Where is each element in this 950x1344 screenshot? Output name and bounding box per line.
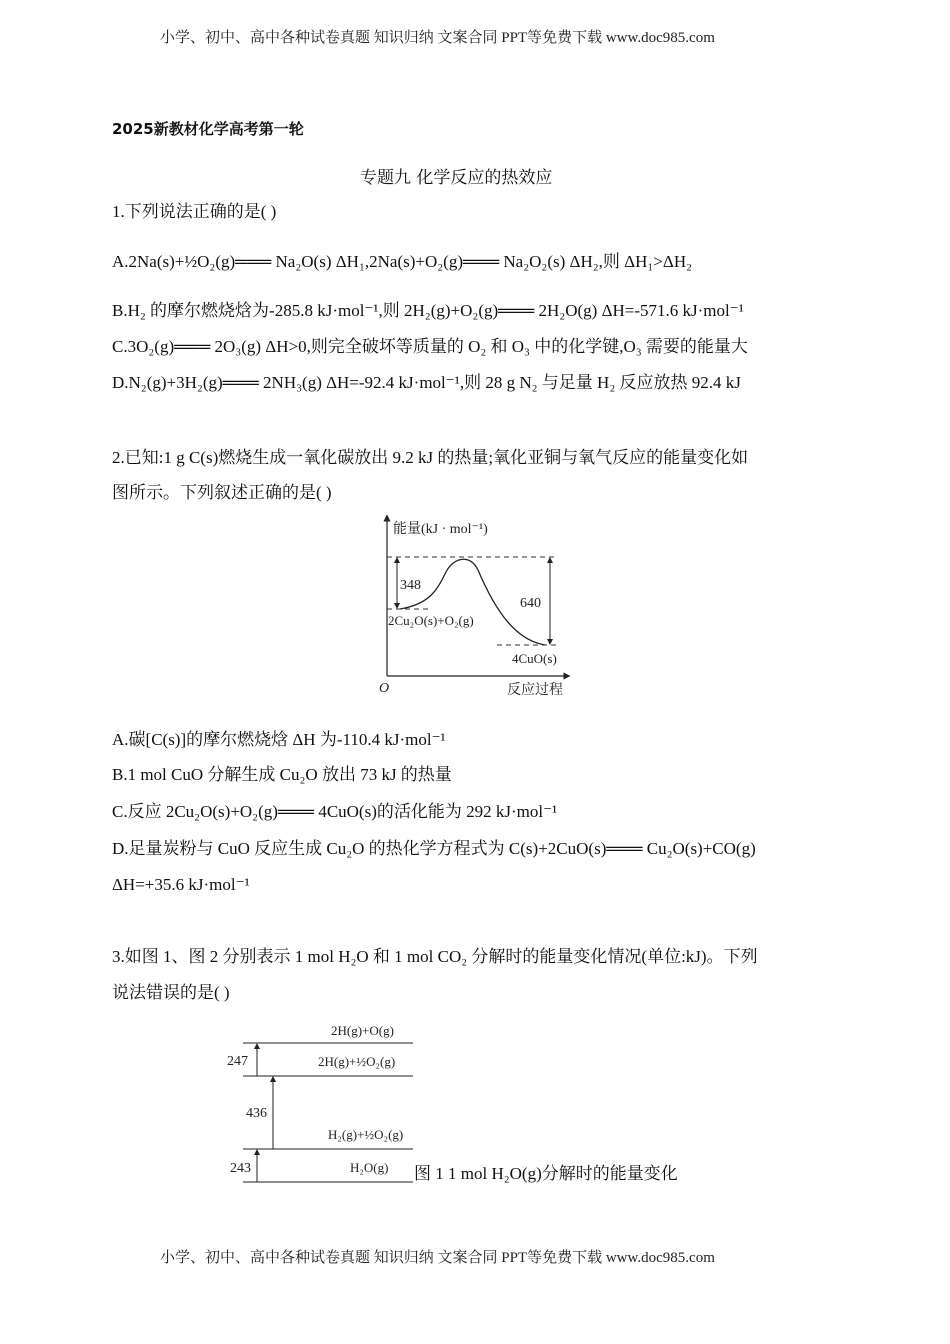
origin-label: O [379, 681, 390, 696]
q2-stem-line2: 图所示。下列叙述正确的是( ) [112, 483, 332, 502]
q1-option-c: C.3O₂(g)═══ 2O₃(g) ΔH>0,则完全破坏等质量的 O₂ 和 O₃ 中的化学键,O₃ 需要的能量大 [112, 337, 748, 356]
page-header: 小学、初中、高中各种试卷真题 知识归纳 文案合同 PPT等免费下载 www.doc985.com [160, 30, 715, 46]
energy-profile-diagram [379, 518, 567, 698]
q1-option-a: A.2Na(s)+½O₂(g)═══ Na₂O(s) ΔH₁,2Na(s)+O₂(g)═══ Na₂O₂(s) ΔH₂,则 ΔH₁>ΔH₂ [112, 252, 693, 271]
value-436: 436 [246, 1106, 267, 1121]
q2-option-d-cont: ΔH=+35.6 kJ·mol⁻¹ [112, 875, 250, 894]
q2-option-b: B.1 mol CuO 分解生成 Cu₂O 放出 73 kJ 的热量 [112, 765, 452, 784]
level-label-3: H₂(g)+½O₂(g) [328, 1127, 404, 1142]
q2-option-d: D.足量炭粉与 CuO 反应生成 Cu₂O 的热化学方程式为 C(s)+2CuO(s)═══ Cu₂O(s)+CO(g) [112, 839, 756, 858]
q2-option-c: C.反应 2Cu₂O(s)+O₂(g)═══ 4CuO(s)的活化能为 292 kJ·mol⁻¹ [112, 802, 558, 821]
q1-option-b: B.H₂ 的摩尔燃烧焓为-285.8 kJ·mol⁻¹,则 2H₂(g)+O₂(g)═══ 2H₂O(g) ΔH=-571.6 kJ·mol⁻¹ [112, 301, 744, 320]
q2-option-a: A.碳[C(s)]的摩尔燃烧焓 ΔH 为-110.4 kJ·mol⁻¹ [112, 730, 446, 749]
x-axis-label: 反应过程 [507, 683, 563, 698]
q2-stem-line1: 2.已知:1 g C(s)燃烧生成一氧化碳放出 9.2 kJ 的热量;氧化亚铜与氧气反应的能量变化如 [112, 448, 749, 467]
section-subtitle: 专题九 化学反应的热效应 [360, 168, 553, 188]
page-footer: 小学、初中、高中各种试卷真题 知识归纳 文案合同 PPT等免费下载 www.doc985.com [160, 1250, 715, 1266]
value-247: 247 [227, 1054, 248, 1069]
q3-stem-line2: 说法错误的是( ) [112, 983, 230, 1002]
value-243: 243 [230, 1161, 251, 1176]
level-label-2: 2H(g)+½O₂(g) [318, 1054, 396, 1069]
y-axis-label: 能量(kJ · mol⁻¹) [393, 522, 488, 537]
level-label-4: H₂O(g) [350, 1160, 389, 1175]
q1-option-d: D.N₂(g)+3H₂(g)═══ 2NH₃(g) ΔH=-92.4 kJ·mol⁻¹,则 28 g N₂ 与足量 H₂ 反应放热 92.4 kJ [112, 373, 741, 392]
q1-stem: 1.下列说法正确的是( ) [112, 202, 277, 221]
fig1-caption: 图 1 1 mol H₂O(g)分解时的能量变化 [414, 1164, 678, 1183]
dh-value: 640 [520, 596, 541, 611]
q3-stem-line1: 3.如图 1、图 2 分别表示 1 mol H₂O 和 1 mol CO₂ 分解时的能量变化情况(单位:kJ)。下列 [112, 947, 758, 966]
ea-value: 348 [400, 578, 421, 593]
product-label: 4CuO(s) [512, 651, 557, 666]
level-label-1: 2H(g)+O(g) [331, 1023, 394, 1038]
doc-title: 2025新教材化学高考第一轮 [112, 120, 304, 138]
reactant-label: 2Cu₂O(s)+O₂(g) [388, 613, 474, 628]
